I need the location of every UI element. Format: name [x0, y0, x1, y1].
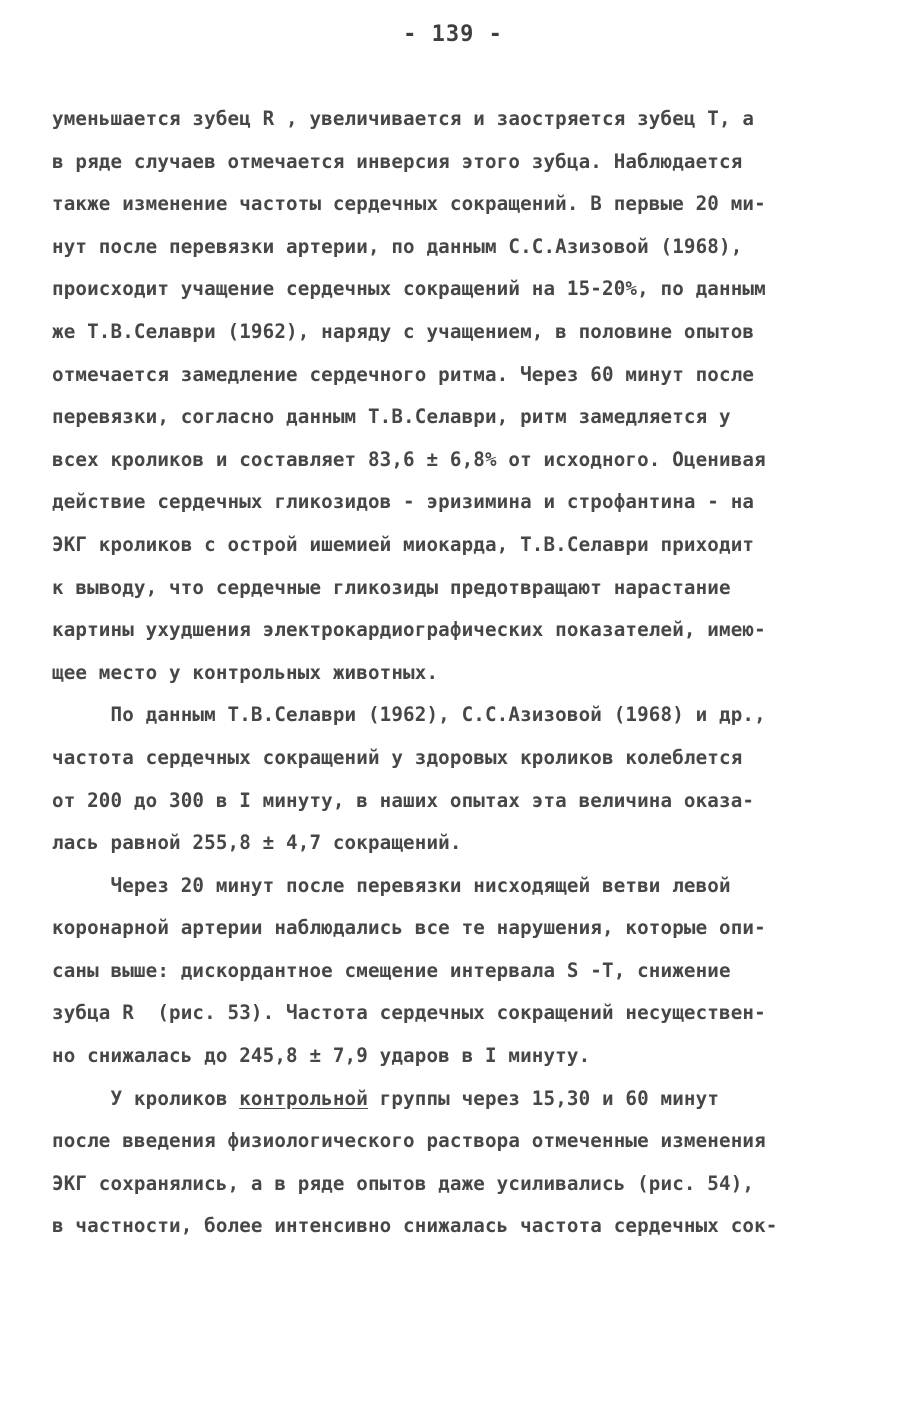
text-line: но снижалась до 245,8 ± 7,9 ударов в I минуту. [52, 1044, 591, 1068]
text-line: к выводу, что сердечные гликозиды предотвращают нарастание [52, 575, 731, 599]
body-text [52, 98, 852, 1248]
text-line: действие сердечных гликозидов - эризимина и строфантина - на [52, 490, 755, 514]
text-line: от 200 до 300 в I минуту, в наших опытах эта величина оказа- [52, 788, 755, 812]
text-line: Через 20 минут после перевязки нисходящей ветви левой [52, 873, 731, 897]
page-number: - 139 - [403, 22, 503, 47]
text-line: в частности, более интенсивно снижалась частота сердечных сок- [52, 1214, 778, 1238]
text-line: уменьшается зубец R , увеличивается и заостряется зубец Т, а [52, 107, 755, 130]
text-line: перевязки, согласно данным Т.В.Селаври, ритм замедляется у [52, 405, 731, 429]
text-line: ЭКГ сохранялись, а в ряде опытов даже усиливались (рис. 54), [52, 1171, 755, 1195]
text-line: также изменение частоты сердечных сокращений. В первые 20 ми- [52, 192, 766, 216]
text-line-start: У кроликов [52, 1086, 240, 1110]
text-line: саны выше: дискордантное смещение интервала S -Т, снижение [52, 958, 731, 982]
text-line: картины ухудшения электрокардиографических показателей, имею- [52, 618, 766, 642]
text-line: нут после перевязки артерии, по данным С.С.Азизовой (1968), [52, 234, 743, 258]
text-line: в ряде случаев отмечается инверсия этого зубца. Наблюдается [52, 149, 743, 173]
text-line: всех кроликов и составляет 83,6 ± 6,8% от исходного. Оценивая [52, 447, 766, 471]
text-line [52, 1078, 852, 1121]
text-line: щее место у контрольных животных. [52, 660, 439, 684]
text-line: зубца R (рис. 53). Частота сердечных сокращений несуществен- [52, 1001, 766, 1025]
text-line: частота сердечных сокращений у здоровых кроликов колеблется [52, 745, 743, 769]
text-line: происходит учащение сердечных сокращений на 15-20%, по данным [52, 277, 766, 301]
underlined-word: контрольной [239, 1086, 368, 1110]
text-line: отмечается замедление сердечного ритма. Через 60 минут после [52, 362, 755, 386]
text-line: По данным Т.В.Селаври (1962), С.С.Азизовой (1968) и др., [52, 703, 766, 727]
text-line: лась равной 255,8 ± 4,7 сокращений. [52, 831, 462, 855]
text-line: же Т.В.Селаври (1962), наряду с учащением, в половине опытов [52, 319, 755, 343]
text-line-end: группы через 15,30 и 60 минут [367, 1086, 720, 1110]
text-line: ЭКГ кроликов с острой ишемией миокарда, Т.В.Селаври приходит [52, 532, 755, 556]
text-line: коронарной артерии наблюдались все те нарушения, которые опи- [52, 916, 766, 940]
text-line: после введения физиологического раствора отмеченные изменения [52, 1129, 766, 1153]
